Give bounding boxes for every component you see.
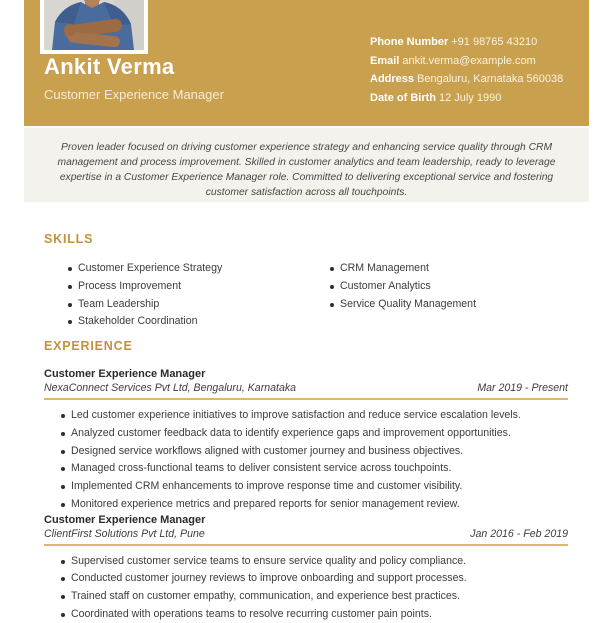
job-meta-row — [44, 528, 568, 546]
job-bullet: Analyzed customer feedback data to identify experience gaps and improvement opportunities. — [61, 425, 568, 443]
identity-block — [44, 54, 224, 103]
person-name: Ankit Verma — [44, 54, 175, 79]
job-bullet: Trained staff on customer empathy, communication, and experience best practices. — [61, 588, 568, 606]
job-bullet: Monitored experience metrics and prepared reports for senior management review. — [61, 496, 568, 514]
skills-column-right — [306, 260, 568, 331]
skills-column-left — [44, 260, 306, 331]
job-bullet: Supervised customer service teams to ensure service quality and policy compliance. — [61, 553, 568, 571]
contact-label: Email — [370, 54, 400, 67]
profile-photo-illustration — [44, 0, 144, 50]
skills-list-right — [306, 260, 568, 313]
job-title: Customer Experience Manager — [44, 513, 206, 526]
experience-heading: EXPERIENCE — [44, 339, 133, 354]
contact-block — [370, 33, 563, 107]
contact-value: ankit.verma@example.com — [402, 54, 536, 67]
job-bullet: Led customer experience initiatives to improve satisfaction and reduce service escalation levels. — [61, 407, 568, 425]
experience-section — [44, 329, 568, 623]
contact-label: Date of Birth — [370, 91, 436, 104]
skill-item: CRM Management — [330, 260, 568, 278]
contact-line — [370, 33, 563, 52]
skills-columns — [44, 260, 568, 331]
job-bullet-list — [44, 553, 568, 623]
skills-heading: SKILLS — [44, 232, 94, 247]
job-bullet: Conducted customer journey reviews to improve onboarding and support processes. — [61, 570, 568, 588]
job-entry — [44, 368, 568, 513]
contact-label: Phone Number — [370, 36, 449, 48]
header-band — [24, 0, 589, 126]
contact-line — [370, 89, 563, 108]
contact-line — [370, 52, 563, 71]
skills-section — [44, 222, 568, 331]
skill-item: Customer Experience Strategy — [68, 260, 306, 278]
contact-value: +91 98765 43210 — [451, 36, 538, 48]
skill-item: Customer Analytics — [330, 278, 568, 296]
job-bullet: Coordinated with operations teams to resolve recurring customer pain points. — [61, 606, 568, 623]
job-bullet: Designed service workflows aligned with customer journey and business objectives. — [61, 443, 568, 461]
profile-photo — [40, 0, 148, 54]
job-entry — [44, 514, 568, 623]
skill-item: Service Quality Management — [330, 296, 568, 314]
person-role: Customer Experience Manager — [44, 87, 224, 102]
job-company: ClientFirst Solutions Pvt Ltd, Pune — [44, 527, 205, 540]
skill-item: Process Improvement — [68, 278, 306, 296]
job-dates: Jan 2016 - Feb 2019 — [470, 527, 568, 540]
contact-value: Bengaluru, Karnataka 560038 — [417, 73, 564, 85]
contact-line — [370, 70, 563, 89]
job-title: Customer Experience Manager — [44, 368, 206, 381]
skill-item: Team Leadership — [68, 296, 306, 314]
job-meta-row — [44, 382, 568, 400]
skills-list-left — [44, 260, 306, 331]
job-company: NexaConnect Services Pvt Ltd, Bengaluru, Karnataka — [44, 382, 297, 395]
job-bullet: Implemented CRM enhancements to improve response time and customer visibility. — [61, 478, 568, 496]
contact-label: Address — [370, 73, 415, 85]
contact-value: 12 July 1990 — [439, 91, 502, 104]
skill-item: Stakeholder Coordination — [68, 313, 306, 331]
job-bullet-list — [44, 407, 568, 513]
job-dates: Mar 2019 - Present — [477, 382, 568, 395]
summary-text: Proven leader focused on driving customer experience strategy and enhancing service quality through CRM management and process improvement. Skilled in customer analytics and team leadership, ready to leverage expertise in a Customer Experience Manager role. Committed to delivering exceptional service and fostering customer satisfaction across all touchpoints. — [57, 142, 556, 198]
summary-band — [24, 128, 589, 202]
job-bullet: Managed cross-functional teams to deliver consistent service across touchpoints. — [61, 460, 568, 478]
